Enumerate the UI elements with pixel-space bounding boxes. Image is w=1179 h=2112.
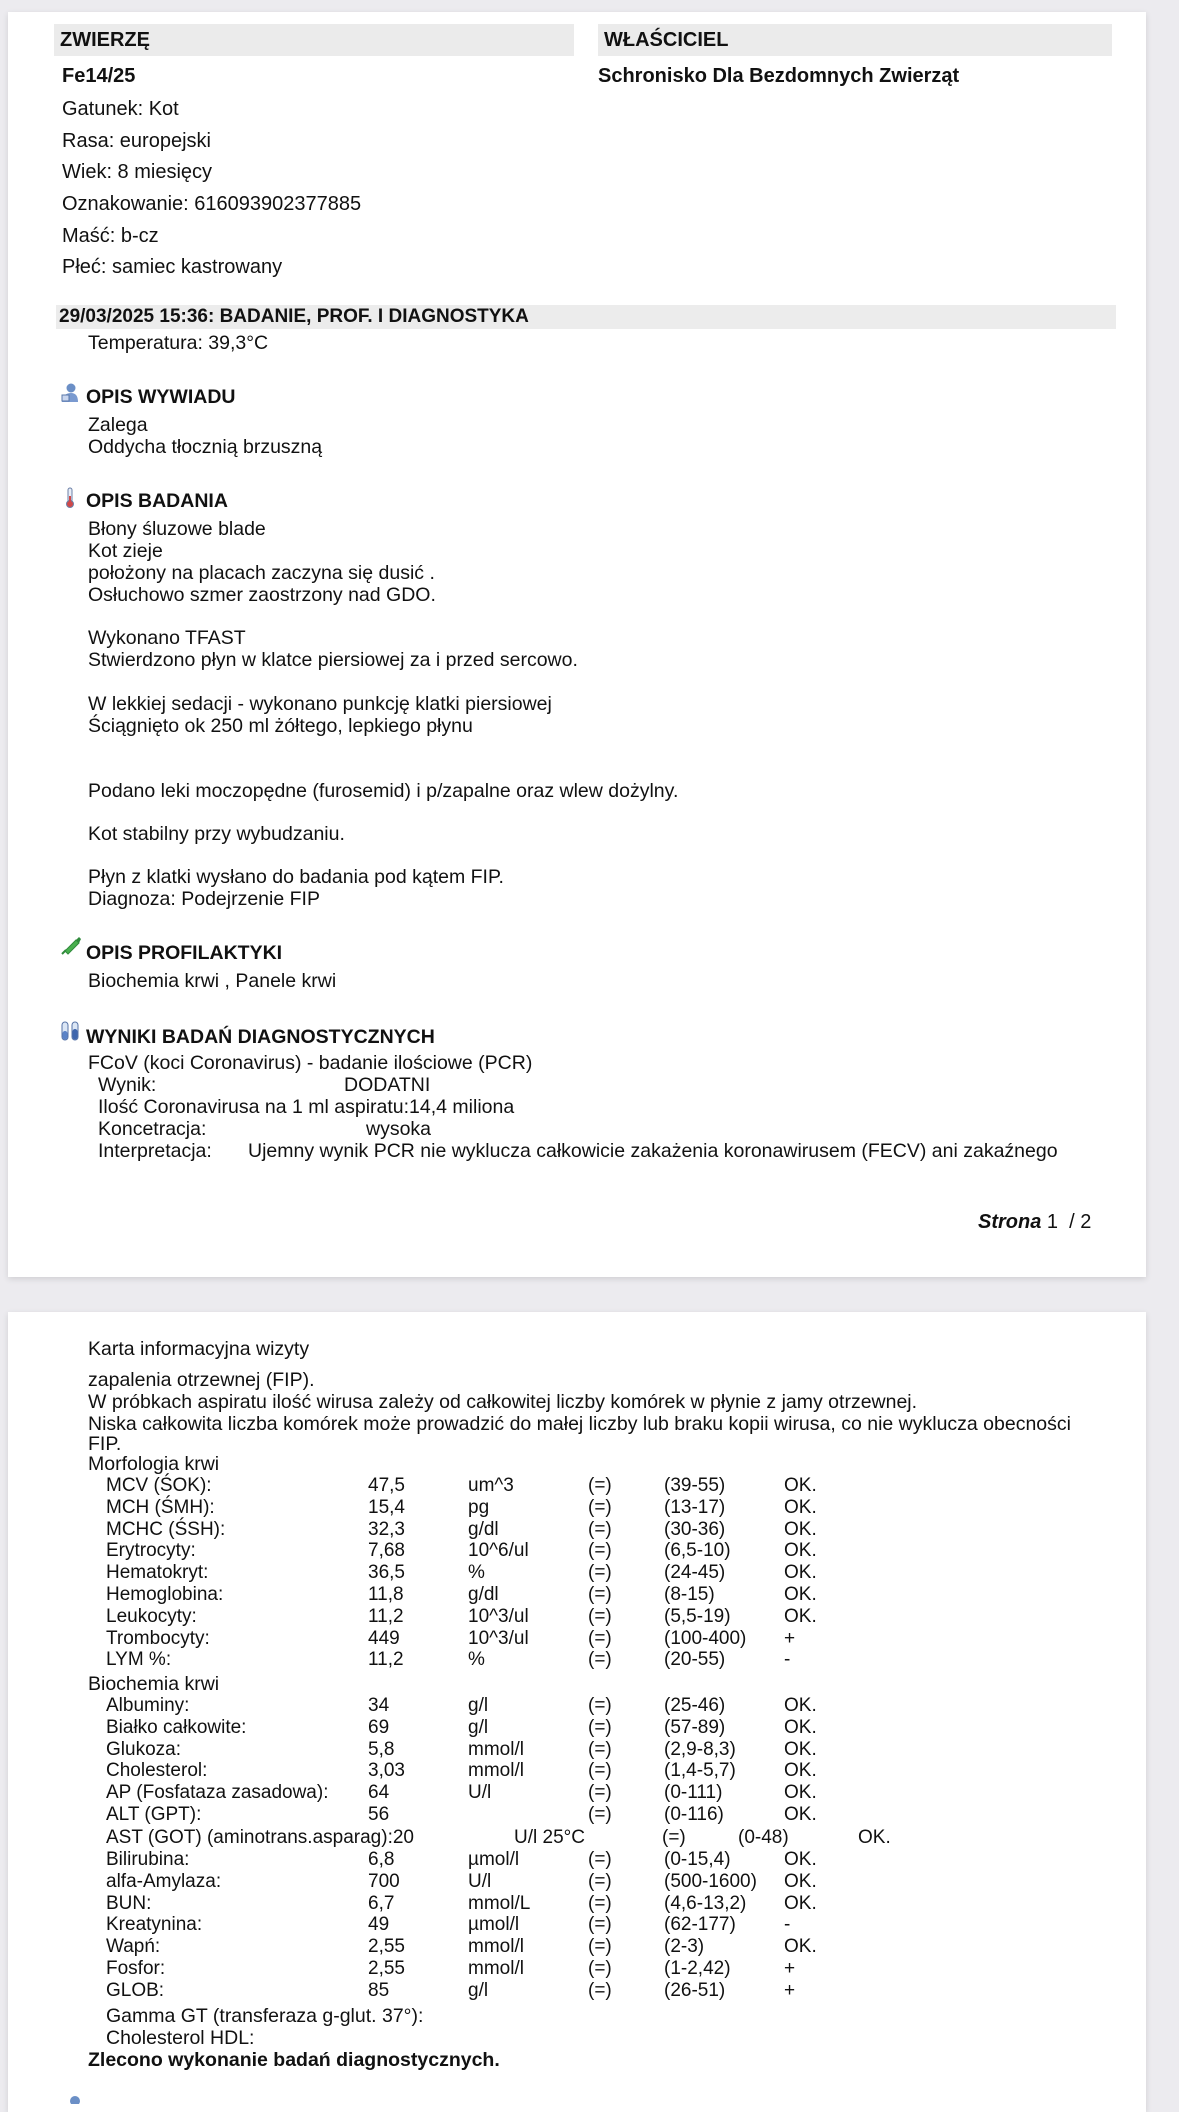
cell-eq: (=) <box>588 1892 612 1914</box>
page-current: 1 <box>1046 1211 1059 1233</box>
cell-unit: µmol/l <box>468 1849 520 1870</box>
page-indicator <box>978 1211 1091 1234</box>
cell-status: OK. <box>784 1804 817 1825</box>
cell-unit: mmol/l <box>468 1958 524 1979</box>
cell-value: 47,5 <box>368 1475 405 1496</box>
cell-range: (24-45) <box>664 1562 726 1584</box>
cell-value: 700 <box>368 1870 400 1892</box>
interview-icon <box>60 382 80 404</box>
biochem-title: Biochemia krwi <box>88 1673 220 1695</box>
cell-name: Białko całkowite: <box>106 1716 247 1738</box>
cell-eq: (=) <box>588 1496 612 1518</box>
visit-header: 29/03/2025 15:36: BADANIE, PROF. I DIAGNOSTYKA <box>56 305 1116 329</box>
prophylaxis-line: Biochemia krwi , Panele krwi <box>88 970 337 992</box>
cell-range: (25-46) <box>664 1695 726 1716</box>
cell-value: 3,03 <box>368 1760 405 1782</box>
cell-value: 7,68 <box>368 1540 405 1562</box>
table-row <box>106 1871 866 1893</box>
cell-range: (0-111) <box>664 1782 723 1804</box>
cell-range: (30-36) <box>664 1518 726 1540</box>
cell-unit: g/l <box>468 1979 489 2001</box>
ast-eq: (=) <box>662 1827 686 1848</box>
cell-name: AP (Fosfataza zasadowa): <box>106 1782 329 1804</box>
cell-name: MCV (ŚOK): <box>106 1475 212 1496</box>
cell-unit: um^3 <box>468 1475 514 1496</box>
exam-line: W lekkiej sedacji - wykonano punkcję klatki piersiowej <box>88 693 552 715</box>
table-row <box>106 1782 866 1804</box>
cell-status: OK. <box>784 1605 817 1627</box>
thermometer-icon <box>65 487 75 509</box>
interpretation-value: Ujemny wynik PCR nie wyklucza całkowicie zakażenia koronawirusem (FECV) ani zakaźnego <box>248 1140 1058 1162</box>
exam-line: Podano leki moczopędne (furosemid) i p/zapalne oraz wlew dożylny. <box>88 780 679 802</box>
cell-name: Bilirubina: <box>106 1849 190 1870</box>
cell-name: Hematokryt: <box>106 1562 209 1584</box>
table-row <box>106 1540 866 1562</box>
cell-value: 11,2 <box>368 1649 404 1671</box>
cell-eq: (=) <box>588 1936 612 1958</box>
cell-status: OK. <box>784 1782 817 1804</box>
table-row <box>106 1914 866 1936</box>
cell-eq: (=) <box>588 1738 612 1760</box>
cell-name: Glukoza: <box>106 1738 181 1760</box>
cell-status: OK. <box>784 1870 817 1892</box>
table-row <box>106 1497 866 1519</box>
cell-range: (8-15) <box>664 1584 715 1605</box>
cell-range: (13-17) <box>664 1496 726 1518</box>
exam-line: Stwierdzono płyn w klatce piersiowej za i przed sercowo. <box>88 649 578 671</box>
cell-range: (5,5-19) <box>664 1605 731 1627</box>
cell-value: 56 <box>368 1804 390 1825</box>
interpretation-label: Interpretacja: <box>98 1140 212 1162</box>
morphology-title: Morfologia krwi <box>88 1453 220 1475</box>
cell-status: OK. <box>784 1518 817 1540</box>
cell-unit: % <box>468 1562 485 1584</box>
card-title: Karta informacyjna wizyty <box>88 1338 310 1360</box>
cell-eq: (=) <box>588 1649 612 1671</box>
cell-eq: (=) <box>588 1584 612 1605</box>
ast-range: (0-48) <box>738 1827 789 1848</box>
exam-line: położony na placach zaczyna się dusić . <box>88 562 435 584</box>
cell-status: OK. <box>784 1496 817 1518</box>
cell-range: (500-1600) <box>664 1870 757 1892</box>
report-page-2 <box>8 1312 1146 2112</box>
exam-line: Płyn z klatki wysłano do badania pod kątem FIP. <box>88 866 504 888</box>
cell-unit: U/l <box>468 1782 492 1804</box>
table-row <box>106 1628 866 1650</box>
table-row <box>106 1827 1006 1849</box>
cell-name: Hemoglobina: <box>106 1584 224 1605</box>
ast-name: AST (GOT) (aminotrans.asparag):20 <box>106 1827 414 1848</box>
cell-value: 69 <box>368 1716 390 1738</box>
cell-name: Erytrocyty: <box>106 1540 196 1562</box>
cell-name: Fosfor: <box>106 1958 166 1979</box>
cell-value: 6,7 <box>368 1892 395 1914</box>
cell-status: OK. <box>784 1695 817 1716</box>
cell-value: 2,55 <box>368 1936 405 1958</box>
cell-range: (39-55) <box>664 1475 726 1496</box>
cell-status: OK. <box>784 1584 817 1605</box>
cell-range: (1,4-5,7) <box>664 1760 736 1782</box>
report-page-1 <box>8 12 1146 1277</box>
cell-status: OK. <box>784 1716 817 1738</box>
cell-eq: (=) <box>588 1716 612 1738</box>
extra-line: Gamma GT (transferaza g-glut. 37°): <box>106 2005 424 2027</box>
cell-range: (6,5-10) <box>664 1540 731 1562</box>
history-line: Zalega <box>88 414 148 436</box>
table-row <box>106 1804 866 1826</box>
cell-name: LYM %: <box>106 1649 172 1671</box>
cell-name: ALT (GPT): <box>106 1804 202 1825</box>
cell-unit: pg <box>468 1496 490 1518</box>
cell-unit: g/l <box>468 1716 489 1738</box>
cell-name: MCHC (ŚSH): <box>106 1518 226 1540</box>
cell-unit: 10^3/ul <box>468 1605 529 1627</box>
animal-id: Fe14/25 <box>62 65 136 87</box>
cell-range: (0-116) <box>664 1804 724 1825</box>
history-title: OPIS WYWIADU <box>86 386 236 408</box>
cell-name: Albuminy: <box>106 1695 190 1716</box>
animal-sex: Płeć: samiec kastrowany <box>62 256 283 278</box>
cell-status: OK. <box>784 1760 817 1782</box>
cell-range: (2-3) <box>664 1936 705 1958</box>
concentration-label: Koncetracja: <box>98 1118 207 1140</box>
cell-range: (4,6-13,2) <box>664 1892 747 1914</box>
animal-breed: Rasa: europejski <box>62 130 211 152</box>
cell-value: 36,5 <box>368 1562 405 1584</box>
table-row <box>106 1606 866 1628</box>
table-row <box>106 1760 866 1782</box>
cell-name: BUN: <box>106 1892 152 1914</box>
table-row <box>106 1849 866 1871</box>
syringe-icon <box>60 936 82 956</box>
test-tubes-icon <box>60 1020 82 1042</box>
cell-name: Trombocyty: <box>106 1627 210 1649</box>
continuation-line: FIP. <box>88 1433 122 1455</box>
page-total: 2 <box>1080 1211 1092 1233</box>
cell-name: Kreatynina: <box>106 1914 203 1936</box>
table-row <box>106 1739 866 1761</box>
cell-eq: (=) <box>588 1562 612 1584</box>
cell-value: 34 <box>368 1695 390 1716</box>
table-row <box>106 1893 866 1915</box>
cell-eq: (=) <box>588 1914 612 1936</box>
exam-line: Kot zieje <box>88 540 163 562</box>
virus-amount: Ilość Coronavirusa na 1 ml aspiratu:14,4 miliona <box>98 1096 515 1118</box>
temperature: Temperatura: 39,3°C <box>88 332 269 354</box>
cell-name: GLOB: <box>106 1979 165 2001</box>
cell-eq: (=) <box>588 1627 612 1649</box>
cell-status: OK. <box>784 1849 817 1870</box>
cell-name: Leukocyty: <box>106 1605 197 1627</box>
owner-header: WŁAŚCICIEL <box>598 24 1112 56</box>
exam-line: Wykonano TFAST <box>88 627 246 649</box>
cell-eq: (=) <box>588 1540 612 1562</box>
history-line: Oddycha tłocznią brzuszną <box>88 436 323 458</box>
cell-unit: % <box>468 1649 485 1671</box>
cell-eq: (=) <box>588 1605 612 1627</box>
cell-range: (62-177) <box>664 1914 736 1936</box>
page-separator: / <box>1069 1211 1075 1233</box>
concentration-value: wysoka <box>366 1118 432 1140</box>
cell-range: (2,9-8,3) <box>664 1738 736 1760</box>
cell-unit: g/l <box>468 1695 489 1716</box>
exam-line: Diagnoza: Podejrzenie FIP <box>88 888 320 910</box>
cell-status: OK. <box>784 1936 817 1958</box>
cell-value: 32,3 <box>368 1518 405 1540</box>
table-row <box>106 1475 866 1497</box>
cell-unit: mmol/l <box>468 1738 524 1760</box>
cell-eq: (=) <box>588 1695 612 1716</box>
cell-value: 15,4 <box>368 1496 405 1518</box>
cell-name: Wapń: <box>106 1936 161 1958</box>
exam-title: OPIS BADANIA <box>86 490 228 512</box>
cell-range: (100-400) <box>664 1627 747 1649</box>
table-row <box>106 1980 866 2002</box>
cell-eq: (=) <box>588 1760 612 1782</box>
cell-eq: (=) <box>588 1849 612 1870</box>
cell-range: (0-15,4) <box>664 1849 731 1870</box>
table-row <box>106 1958 866 1980</box>
cell-unit: mmol/l <box>468 1936 524 1958</box>
animal-chip: Oznakowanie: 616093902377885 <box>62 193 362 215</box>
cell-unit: 10^3/ul <box>468 1627 529 1649</box>
cell-eq: (=) <box>588 1782 612 1804</box>
cell-value: 449 <box>368 1627 400 1649</box>
cell-status: + <box>784 1958 796 1979</box>
exam-line: Kot stabilny przy wybudzaniu. <box>88 823 345 845</box>
cell-value: 6,8 <box>368 1849 395 1870</box>
cell-eq: (=) <box>588 1804 612 1825</box>
cell-unit: g/dl <box>468 1584 499 1605</box>
results-title: WYNIKI BADAŃ DIAGNOSTYCZNYCH <box>86 1026 435 1048</box>
ast-unit: U/l 25°C <box>514 1827 585 1848</box>
table-row <box>106 1695 866 1717</box>
cell-status: OK. <box>784 1540 817 1562</box>
animal-species: Gatunek: Kot <box>62 98 179 120</box>
cell-status: OK. <box>784 1562 817 1584</box>
cell-eq: (=) <box>588 1958 612 1979</box>
result-value: DODATNI <box>344 1074 431 1096</box>
cell-range: (1-2,42) <box>664 1958 731 1979</box>
cell-value: 49 <box>368 1914 390 1936</box>
page-label: Strona <box>978 1211 1042 1233</box>
cell-value: 11,8 <box>368 1584 404 1605</box>
cell-unit: mmol/l <box>468 1760 524 1782</box>
table-row <box>106 1562 866 1584</box>
cell-range: (20-55) <box>664 1649 726 1671</box>
cell-name: alfa-Amylaza: <box>106 1870 222 1892</box>
cell-status: - <box>784 1914 791 1936</box>
continuation-line: W próbkach aspiratu ilość wirusa zależy od całkowitej liczby komórek w płynie z jamy otrzewnej. <box>88 1391 918 1413</box>
continuation-line: Niska całkowita liczba komórek może prowadzić do małej liczby lub braku kopii wirusa, co nie wyklucza obecności <box>88 1413 1071 1435</box>
table-row <box>106 1519 866 1541</box>
table-row <box>106 1584 866 1606</box>
table-row <box>106 1936 866 1958</box>
cell-unit: 10^6/ul <box>468 1540 529 1562</box>
prophylaxis-title: OPIS PROFILAKTYKI <box>86 942 283 964</box>
animal-age: Wiek: 8 miesięcy <box>62 161 213 183</box>
cell-value: 2,55 <box>368 1958 405 1979</box>
cell-status: + <box>784 1627 796 1649</box>
cell-eq: (=) <box>588 1475 612 1496</box>
animal-color: Maść: b-cz <box>62 225 159 247</box>
owner-name: Schronisko Dla Bezdomnych Zwierząt <box>598 65 960 87</box>
cell-eq: (=) <box>588 1518 612 1540</box>
table-row <box>106 1649 866 1671</box>
result-label: Wynik: <box>98 1074 157 1096</box>
cell-value: 11,2 <box>368 1605 404 1627</box>
cell-unit: U/l <box>468 1870 492 1892</box>
ordered-note: Zlecono wykonanie badań diagnostycznych. <box>88 2049 500 2071</box>
cell-eq: (=) <box>588 1870 612 1892</box>
cell-name: MCH (ŚMH): <box>106 1496 215 1518</box>
cell-range: (57-89) <box>664 1716 726 1738</box>
exam-line: Ściągnięto ok 250 ml żółtego, lepkiego płynu <box>88 715 473 737</box>
cell-status: OK. <box>784 1738 817 1760</box>
cell-eq: (=) <box>588 1979 612 2001</box>
cell-value: 85 <box>368 1979 390 2001</box>
exam-line: Błony śluzowe blade <box>88 518 266 540</box>
cell-value: 5,8 <box>368 1738 395 1760</box>
cell-unit: g/dl <box>468 1518 499 1540</box>
table-row <box>106 1717 866 1739</box>
cell-status: OK. <box>784 1475 817 1496</box>
cell-name: Cholesterol: <box>106 1760 208 1782</box>
cell-range: (26-51) <box>664 1979 726 2001</box>
cell-value: 64 <box>368 1782 390 1804</box>
cell-status: - <box>784 1649 791 1671</box>
exam-line: Osłuchowo szmer zaostrzony nad GDO. <box>88 584 436 606</box>
cell-status: OK. <box>784 1892 817 1914</box>
test-name: FCoV (koci Coronavirus) - badanie ilościowe (PCR) <box>88 1052 533 1074</box>
extra-line: Cholesterol HDL: <box>106 2027 255 2049</box>
continuation-line: zapalenia otrzewnej (FIP). <box>88 1369 315 1391</box>
cell-status: + <box>784 1979 796 2001</box>
cell-unit: µmol/l <box>468 1914 520 1936</box>
animal-header: ZWIERZĘ <box>54 24 574 56</box>
cell-unit: mmol/L <box>468 1892 531 1914</box>
ast-status: OK. <box>858 1827 891 1848</box>
